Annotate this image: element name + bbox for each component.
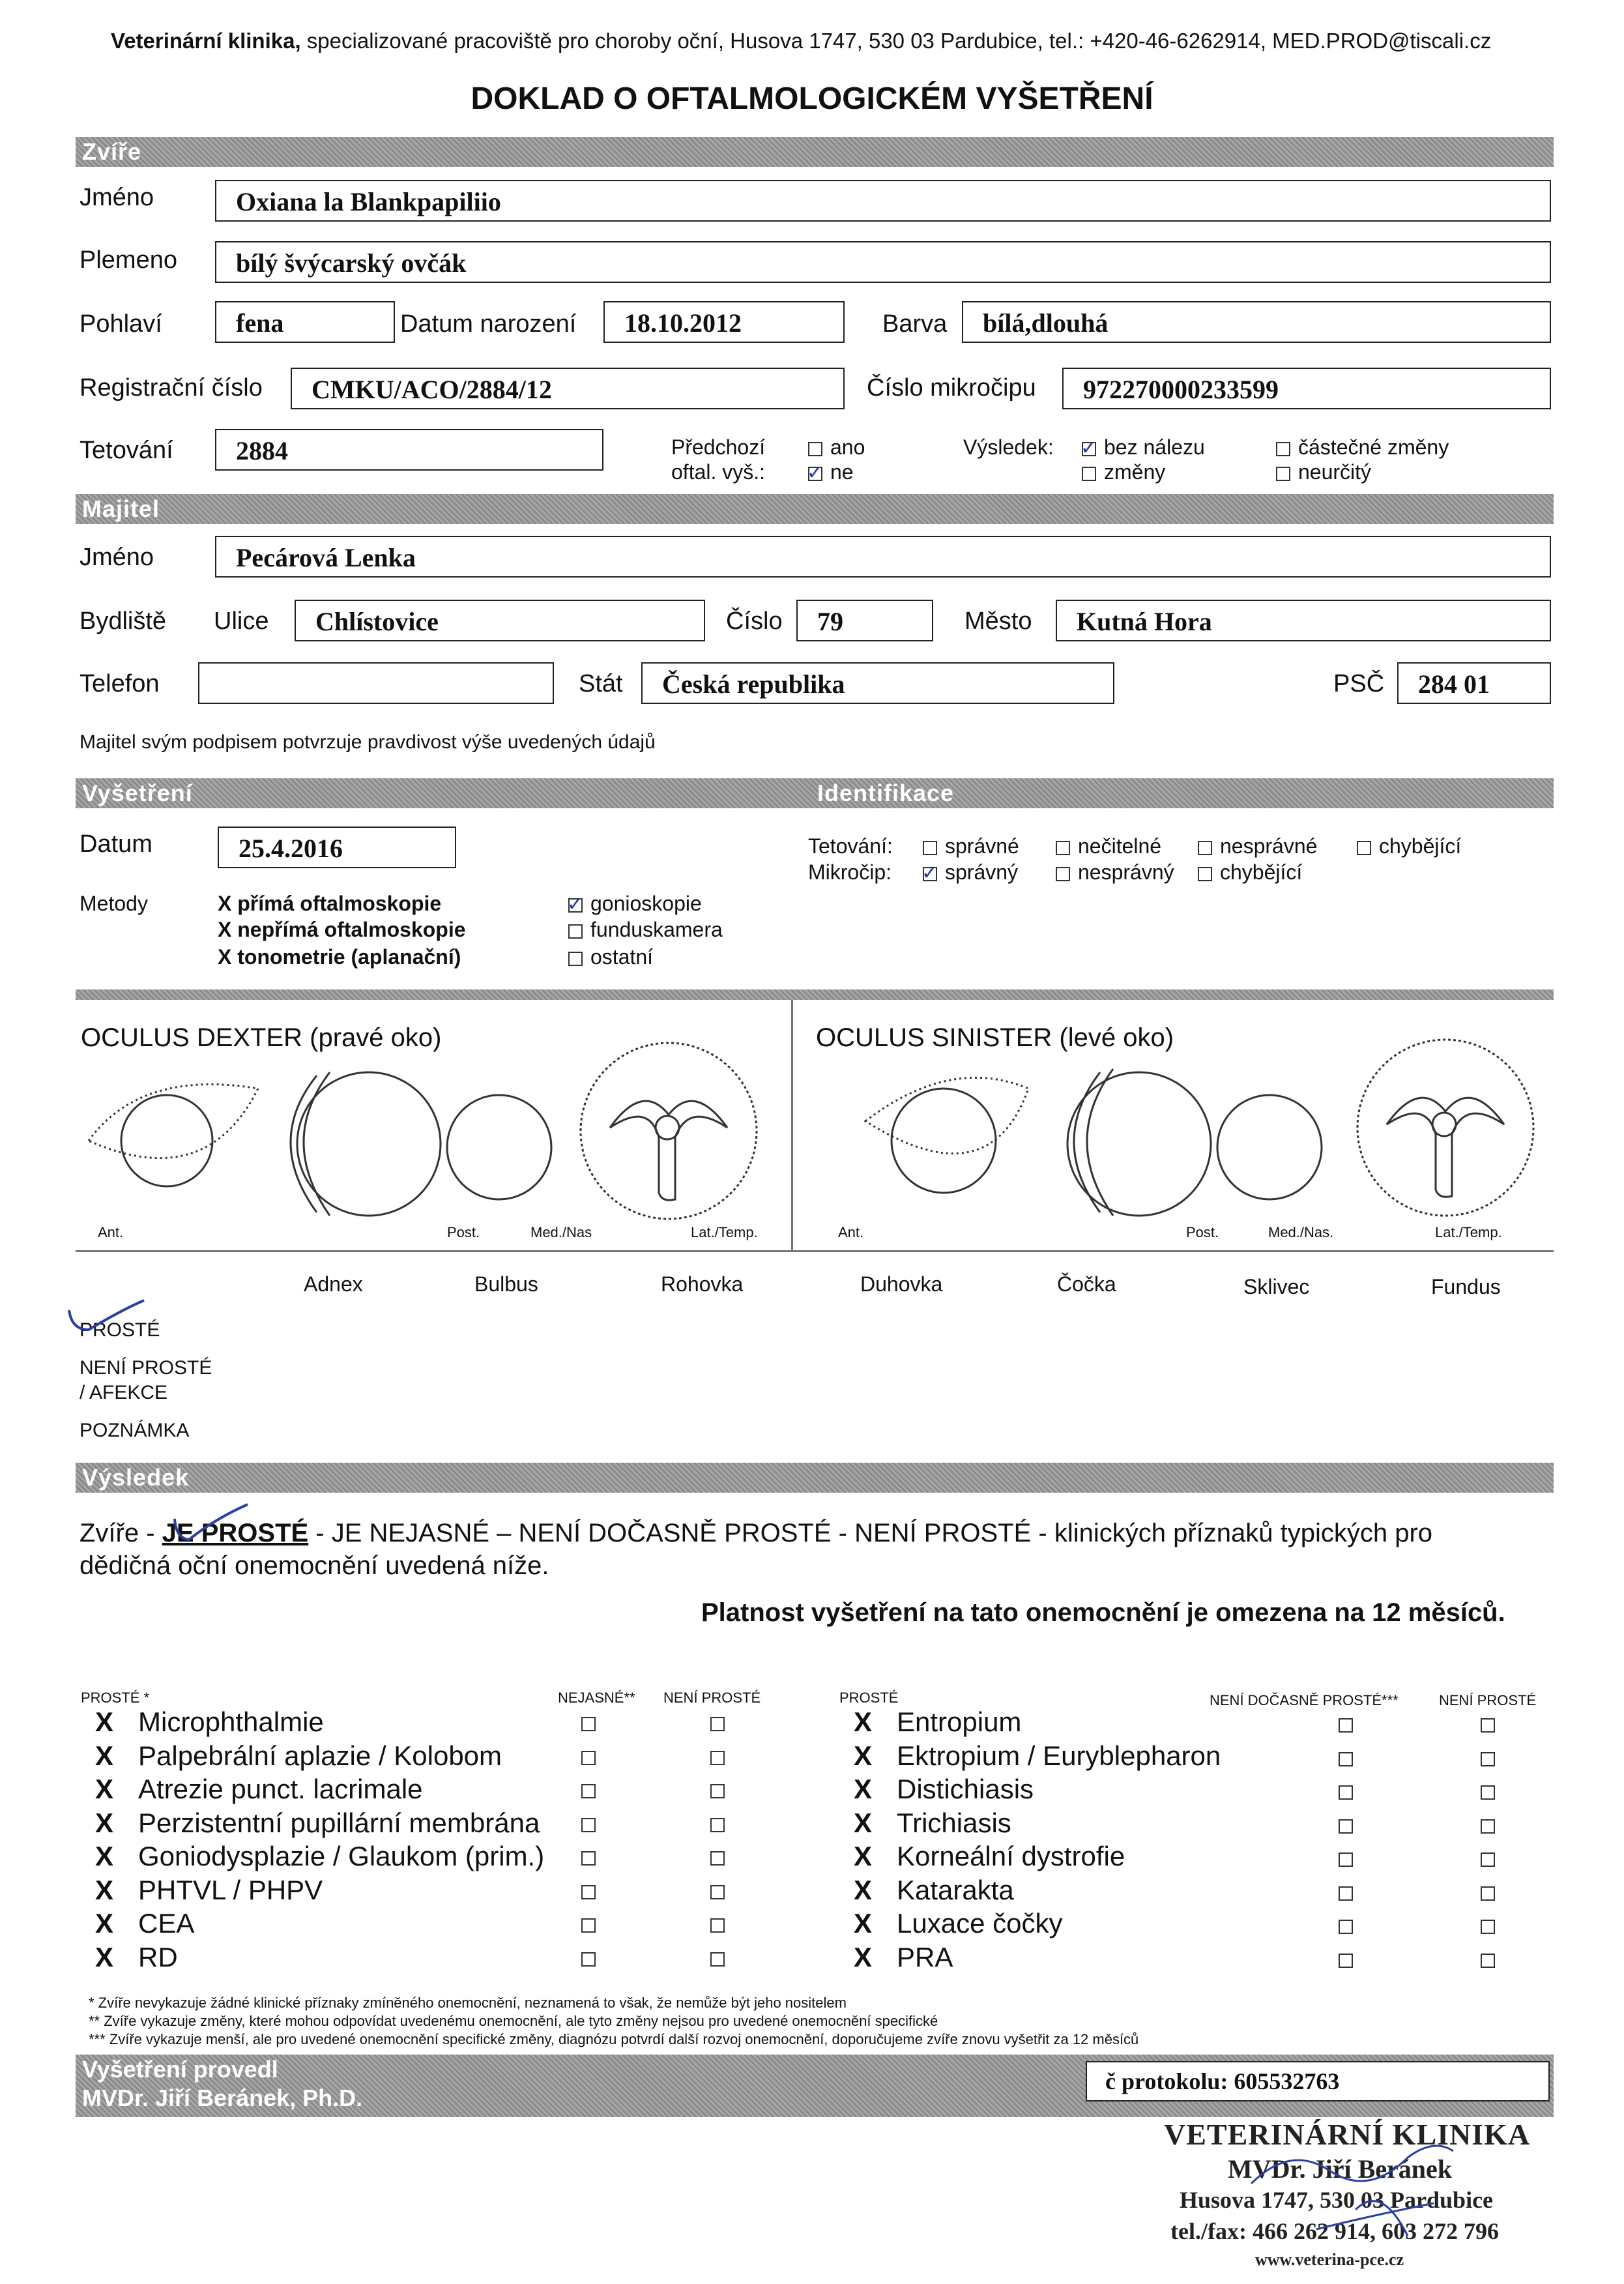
section-bar-result: [76, 1463, 1554, 1493]
previous-exam-yes[interactable]: [808, 435, 865, 460]
option-label: správné: [945, 834, 1019, 858]
registration-field[interactable]: CMKU/ACO/2884/12: [291, 368, 845, 409]
section-title: Majitel: [82, 495, 160, 522]
footnote-2: ** Zvíře vykazuje změny, které mohou odpovídat uvedenému onemocnění, ale tyto změny nejsou pro uvedené onemocnění specifické: [89, 2013, 938, 2029]
section-bar-animal: [76, 137, 1554, 167]
result-changes[interactable]: [1082, 460, 1165, 484]
ident-tattoo-correct[interactable]: [923, 834, 1019, 858]
option-label: chybějící: [1379, 834, 1462, 858]
option-label: neurčitý: [1298, 460, 1372, 484]
tattoo-field[interactable]: 2884: [215, 429, 603, 471]
right-header-not-clear: NENÍ PROSTÉ: [1439, 1692, 1537, 1708]
checkbox-checked[interactable]: [921, 862, 938, 884]
disease-row-right: [854, 1875, 1014, 1906]
right-header-clear: PROSTÉ: [839, 1690, 899, 1706]
disease-row-right: [854, 1908, 1062, 1939]
chip-label: Číslo mikročipu: [867, 374, 1036, 402]
checkbox[interactable]: [808, 442, 822, 456]
not-clear-checkbox[interactable]: [710, 1918, 725, 1933]
checkbox[interactable]: [568, 924, 583, 939]
row-not-clear: NENÍ PROSTÉ: [80, 1357, 212, 1379]
col-lens: Čočka: [1057, 1272, 1116, 1296]
animal-name-field[interactable]: Oxiana la Blankpapiliio: [215, 180, 1551, 222]
method-fundus-camera[interactable]: [568, 918, 723, 942]
disease-name: Katarakta: [897, 1875, 1014, 1905]
disease-row-right: [854, 1706, 1021, 1738]
stamp-line-5: www.veterina-pce.cz: [1255, 2250, 1404, 2269]
not-clear-checkbox[interactable]: [1481, 1954, 1495, 1968]
street-field[interactable]: Chlístovice: [295, 600, 705, 641]
clear-mark: X: [854, 1942, 873, 1972]
optic-disc: [1432, 1113, 1456, 1136]
zip-label: PSČ: [1333, 670, 1385, 697]
checkbox-checked[interactable]: [807, 461, 824, 484]
method-other[interactable]: [568, 945, 653, 969]
disease-row-left: [95, 1706, 324, 1738]
option-label: správný: [945, 860, 1019, 884]
ident-chip-label: Mikročip:: [808, 860, 892, 884]
clear-mark: X: [95, 1841, 114, 1871]
performed-by-label: Vyšetření provedl: [82, 2056, 278, 2083]
registration-label: Registrační číslo: [80, 374, 263, 402]
eye-divider-middle: [791, 1000, 793, 1252]
checkbox[interactable]: [1056, 867, 1070, 881]
temp-not-clear-checkbox[interactable]: [1339, 1852, 1353, 1867]
disease-name: Microphthalmie: [138, 1706, 324, 1737]
result-prefix: Zvíře -: [80, 1519, 162, 1547]
option-label: funduskamera: [590, 918, 723, 941]
row-affection: / AFEKCE: [80, 1382, 168, 1403]
stamp-line-4: tel./fax: 466 262 914, 603 272 796: [1170, 2218, 1499, 2244]
address-label: Bydliště: [80, 608, 167, 635]
not-clear-checkbox[interactable]: [710, 1717, 725, 1731]
left-header-unclear: NEJASNÉ**: [558, 1690, 635, 1706]
lens-circle: [447, 1095, 551, 1199]
unclear-checkbox[interactable]: [581, 1918, 596, 1933]
disease-name: Korneální dystrofie: [897, 1841, 1125, 1871]
not-clear-checkbox[interactable]: [1481, 1920, 1495, 1934]
previous-exam-label-2: oftal. vyš.:: [671, 460, 766, 484]
col-adnex: Adnex: [304, 1272, 363, 1296]
ident-tattoo-incorrect[interactable]: [1198, 834, 1317, 858]
disease-name: Goniodysplazie / Glaukom (prim.): [138, 1841, 545, 1871]
anterior-eye-circle: [892, 1089, 996, 1193]
clear-mark: X: [854, 1740, 873, 1771]
os-post-label: Post.: [1186, 1224, 1219, 1240]
clear-mark: X: [854, 1774, 873, 1804]
checkbox-checked[interactable]: [1080, 437, 1097, 459]
method-indirect: X nepřímá oftalmoskopie: [218, 918, 466, 941]
not-clear-checkbox[interactable]: [710, 1818, 725, 1832]
result-options: - JE NEJASNÉ – NENÍ DOČASNĚ PROSTÉ - NENÍ PROSTÉ - klinických příznaků typických pro: [308, 1519, 1433, 1547]
sex-label: Pohlaví: [80, 310, 162, 338]
clear-mark: X: [95, 1740, 114, 1771]
ident-tattoo-illegible[interactable]: [1056, 834, 1161, 858]
checkbox[interactable]: [1056, 841, 1070, 855]
clear-mark: X: [95, 1908, 114, 1939]
fundus-circle: [581, 1043, 757, 1219]
left-header-not-clear: NENÍ PROSTÉ: [663, 1690, 761, 1706]
breed-field[interactable]: bílý švýcarský ovčák: [215, 241, 1551, 283]
disease-name: Trichiasis: [897, 1808, 1011, 1838]
od-lat-label: Lat./Temp.: [691, 1224, 758, 1240]
phone-field[interactable]: [198, 662, 554, 704]
option-label: bez nálezu: [1104, 435, 1205, 459]
disease-row-left: [95, 1908, 194, 1939]
eye-divider-top: [76, 989, 1554, 1000]
left-header-clear: PROSTÉ *: [81, 1690, 150, 1706]
clear-mark: X: [95, 1706, 114, 1737]
unclear-checkbox[interactable]: [581, 1952, 596, 1967]
unclear-checkbox[interactable]: [581, 1885, 596, 1899]
disease-name: Ektropium / Euryblepharon: [897, 1740, 1221, 1771]
disease-row-left: [95, 1740, 502, 1772]
result-partial-changes[interactable]: [1276, 435, 1449, 460]
state-field[interactable]: Česká republika: [641, 662, 1114, 704]
ident-tattoo-missing[interactable]: [1357, 834, 1461, 858]
col-iris: Duhovka: [860, 1272, 943, 1296]
dob-field[interactable]: 18.10.2012: [603, 301, 845, 343]
ident-tattoo-label: Tetování:: [808, 834, 893, 858]
temp-not-clear-checkbox[interactable]: [1339, 1954, 1353, 1968]
not-clear-checkbox[interactable]: [710, 1885, 725, 1899]
exam-result-label: Výsledek:: [963, 435, 1054, 459]
clear-mark: X: [854, 1908, 873, 1939]
col-cornea: Rohovka: [661, 1272, 744, 1296]
option-label: chybějící: [1220, 860, 1303, 884]
disease-name: PRA: [897, 1942, 953, 1972]
clear-mark: X: [95, 1942, 114, 1972]
footnote-1: * Zvíře nevykazuje žádné klinické příznaky zmíněného onemocnění, neznamená to však, že nemůže být jeho nositelem: [89, 1995, 847, 2011]
temp-not-clear-checkbox[interactable]: [1339, 1718, 1353, 1733]
method-direct: X přímá oftalmoskopie: [218, 892, 442, 915]
clear-mark: X: [95, 1875, 114, 1905]
clinic-name: Veterinární klinika,: [111, 29, 301, 53]
document-title: DOKLAD O OFTALMOLOGICKÉM VYŠETŘENÍ: [471, 81, 1153, 116]
col-bulbus: Bulbus: [474, 1272, 538, 1296]
bulbus-circle: [1067, 1072, 1211, 1216]
result-statement: [80, 1519, 1432, 1548]
color-field[interactable]: bílá,dlouhá: [962, 301, 1551, 343]
section-title: Výsledek: [82, 1464, 190, 1491]
optic-disc: [656, 1116, 679, 1139]
disease-row-left: [95, 1942, 178, 1973]
os-med-label: Med./Nas.: [1268, 1224, 1334, 1240]
check-mark-icon: ✓: [1080, 437, 1097, 459]
not-clear-checkbox[interactable]: [1481, 1886, 1495, 1901]
disease-name: CEA: [138, 1908, 195, 1939]
protocol-number: č protokolu: 605532763: [1086, 2061, 1550, 2101]
unclear-checkbox[interactable]: [581, 1818, 596, 1832]
disease-name: Entropium: [897, 1706, 1022, 1737]
method-tonometry: X tonometrie (aplanační): [218, 945, 461, 969]
unclear-checkbox[interactable]: [581, 1851, 596, 1866]
disease-name: RD: [138, 1942, 178, 1972]
clinic-address: specializované pracoviště pro choroby oční, Husova 1747, 530 03 Pardubice, tel.: +420-46-6262914, MED.PROD@tiscali.cz: [300, 29, 1492, 53]
footnote-3: *** Zvíře vykazuje menší, ale pro uvedené onemocnění specifické změny, diagnózu potvrdí další rozvoj onemocnění, doporučujeme zvíře znovu vyšetřit za 12 měsíců: [89, 2031, 1139, 2047]
owner-declaration: Majitel svým podpisem potvrzuje pravdivost výše uvedených údajů: [80, 731, 656, 753]
disease-row-left: [95, 1841, 544, 1872]
owner-name-field[interactable]: Pecárová Lenka: [215, 536, 1551, 578]
section-title: Zvíře: [82, 138, 142, 165]
checkbox[interactable]: [1082, 467, 1096, 481]
validity-note: Platnost vyšetření na tato onemocnění je omezena na 12 měsíců.: [701, 1598, 1505, 1627]
option-label: nesprávné: [1220, 834, 1318, 858]
oculus-dexter-title: OCULUS DEXTER (pravé oko): [81, 1023, 442, 1052]
checkbox[interactable]: [1198, 841, 1212, 855]
disease-row-right: [854, 1841, 1125, 1872]
anterior-eye-circle: [121, 1095, 212, 1186]
fundus-circle: [1357, 1040, 1533, 1216]
breed-label: Plemeno: [80, 246, 177, 274]
ident-chip-incorrect[interactable]: [1056, 860, 1174, 885]
disease-row-left: [95, 1808, 540, 1839]
not-clear-checkbox[interactable]: [1481, 1785, 1495, 1800]
checkbox[interactable]: [1198, 867, 1212, 881]
temp-not-clear-checkbox[interactable]: [1339, 1819, 1353, 1834]
col-vitreous: Sklivec: [1243, 1275, 1310, 1298]
temp-not-clear-checkbox[interactable]: [1339, 1920, 1353, 1934]
disease-name: Perzistentní pupillární membrána: [138, 1808, 540, 1838]
disease-row-right: [854, 1942, 953, 1973]
house-number-label: Číslo: [726, 608, 783, 635]
od-post-label: Post.: [447, 1224, 480, 1240]
option-label: ostatní: [590, 945, 654, 969]
owner-name-label: Jméno: [80, 544, 154, 571]
not-clear-checkbox[interactable]: [1481, 1852, 1495, 1867]
clear-mark: X: [854, 1841, 873, 1871]
phone-label: Telefon: [80, 670, 160, 697]
ident-chip-missing[interactable]: [1198, 860, 1302, 885]
col-fundus: Fundus: [1431, 1275, 1501, 1298]
clinic-header: [111, 29, 1491, 53]
result-uncertain[interactable]: [1276, 460, 1371, 484]
option-label: nesprávný: [1078, 860, 1174, 884]
state-label: Stát: [579, 670, 623, 697]
oculus-sinister-title: OCULUS SINISTER (levé oko): [816, 1023, 1174, 1052]
not-clear-checkbox[interactable]: [1481, 1718, 1495, 1733]
sex-field[interactable]: fena: [215, 301, 395, 343]
not-clear-checkbox[interactable]: [1481, 1752, 1495, 1766]
previous-exam-label: Předchozí: [671, 435, 766, 459]
not-clear-checkbox[interactable]: [710, 1851, 725, 1866]
zip-field[interactable]: 284 01: [1397, 662, 1551, 704]
ident-chip-correct[interactable]: [923, 860, 1018, 885]
result-statement-2: dědičná oční onemocnění uvedená níže.: [80, 1551, 549, 1580]
tattoo-label: Tetování: [80, 437, 173, 464]
disease-row-right: [854, 1808, 1011, 1839]
temp-not-clear-checkbox[interactable]: [1339, 1886, 1353, 1901]
methods-label: Metody: [80, 892, 148, 915]
lens-circle: [1217, 1095, 1322, 1199]
disease-row-right: [854, 1740, 1221, 1772]
city-label: Město: [964, 608, 1032, 635]
option-label: ano: [830, 435, 865, 459]
clear-mark: X: [854, 1875, 873, 1905]
option-label: ne: [830, 460, 854, 484]
disease-name: PHTVL / PHPV: [138, 1875, 323, 1905]
bulbus-circle: [297, 1072, 441, 1216]
handwritten-check-icon: [169, 1499, 254, 1551]
result-no-findings[interactable]: [1082, 435, 1205, 460]
clear-mark: X: [95, 1774, 114, 1804]
chip-field[interactable]: 972270000233599: [1062, 368, 1551, 409]
animal-name-label: Jméno: [80, 184, 154, 211]
checkbox[interactable]: [1276, 467, 1290, 481]
color-label: Barva: [882, 310, 948, 338]
exam-date-label: Datum: [80, 830, 152, 858]
option-label: částečné změny: [1298, 435, 1449, 459]
stamp-line-3: Husova 1747, 530 03 Pardubice: [1180, 2187, 1494, 2213]
signature: [1238, 2105, 1473, 2255]
unclear-checkbox[interactable]: [581, 1717, 596, 1731]
section-bar-owner: [76, 494, 1554, 524]
not-clear-checkbox[interactable]: [710, 1751, 725, 1765]
handwritten-check-icon: [63, 1297, 154, 1343]
row-clear: PROSTÉ: [80, 1319, 160, 1341]
option-label: změny: [1104, 460, 1166, 484]
disease-row-left: [95, 1774, 423, 1805]
eye-diagram-left: [794, 1017, 1554, 1252]
option-label: gonioskopie: [590, 892, 702, 915]
clear-mark: X: [854, 1706, 873, 1737]
disease-name: Luxace čočky: [897, 1908, 1063, 1939]
checkbox[interactable]: [568, 952, 583, 966]
right-header-temp-not-clear: NENÍ DOČASNĚ PROSTÉ***: [1210, 1692, 1399, 1708]
not-clear-checkbox[interactable]: [710, 1784, 725, 1798]
stamp-line-1: VETERINÁRNÍ KLINIKA: [1164, 2118, 1531, 2151]
checkbox-checked[interactable]: [567, 893, 584, 915]
os-lat-label: Lat./Temp.: [1435, 1224, 1502, 1240]
disease-row-left: [95, 1875, 323, 1906]
unclear-checkbox[interactable]: [581, 1751, 596, 1765]
section-bar-exam: [76, 778, 1554, 808]
checkbox[interactable]: [1276, 442, 1290, 456]
clear-mark: X: [95, 1808, 114, 1838]
disease-row-right: [854, 1774, 1034, 1805]
street-label: Ulice: [214, 608, 269, 635]
checkbox[interactable]: [923, 841, 937, 855]
result-clear: JE PROSTÉ: [162, 1519, 309, 1547]
checkbox[interactable]: [1357, 841, 1371, 855]
method-gonioscopy[interactable]: [568, 892, 702, 916]
option-label: nečitelné: [1078, 834, 1162, 858]
temp-not-clear-checkbox[interactable]: [1339, 1785, 1353, 1800]
od-med-label: Med./Nas: [530, 1224, 592, 1240]
stamp-line-2: MVDr. Jiří Beránek: [1228, 2154, 1453, 2184]
check-mark-icon: ✓: [921, 862, 938, 884]
not-clear-checkbox[interactable]: [710, 1952, 725, 1967]
disease-name: Atrezie punct. lacrimale: [138, 1774, 423, 1804]
temp-not-clear-checkbox[interactable]: [1339, 1752, 1353, 1766]
dob-label: Datum narození: [400, 310, 577, 338]
unclear-checkbox[interactable]: [581, 1784, 596, 1798]
clear-mark: X: [854, 1808, 873, 1838]
row-note: POZNÁMKA: [80, 1420, 190, 1441]
house-number-field[interactable]: 79: [796, 600, 933, 641]
eye-diagram-right: [76, 1017, 791, 1252]
check-mark-icon: ✓: [567, 893, 584, 915]
os-ant-label: Ant.: [838, 1224, 864, 1240]
vet-name: MVDr. Jiří Beránek, Ph.D.: [82, 2085, 363, 2111]
disease-name: Distichiasis: [897, 1774, 1034, 1804]
identification-title: Identifikace: [817, 780, 955, 806]
exam-date-field[interactable]: 25.4.2016: [218, 827, 456, 868]
not-clear-checkbox[interactable]: [1481, 1819, 1495, 1834]
previous-exam-no[interactable]: [808, 460, 854, 484]
disease-name: Palpebrální aplazie / Kolobom: [138, 1740, 502, 1771]
city-field[interactable]: Kutná Hora: [1056, 600, 1551, 641]
check-mark-icon: ✓: [807, 461, 824, 484]
section-title: Vyšetření: [82, 780, 193, 806]
od-ant-label: Ant.: [98, 1224, 124, 1240]
